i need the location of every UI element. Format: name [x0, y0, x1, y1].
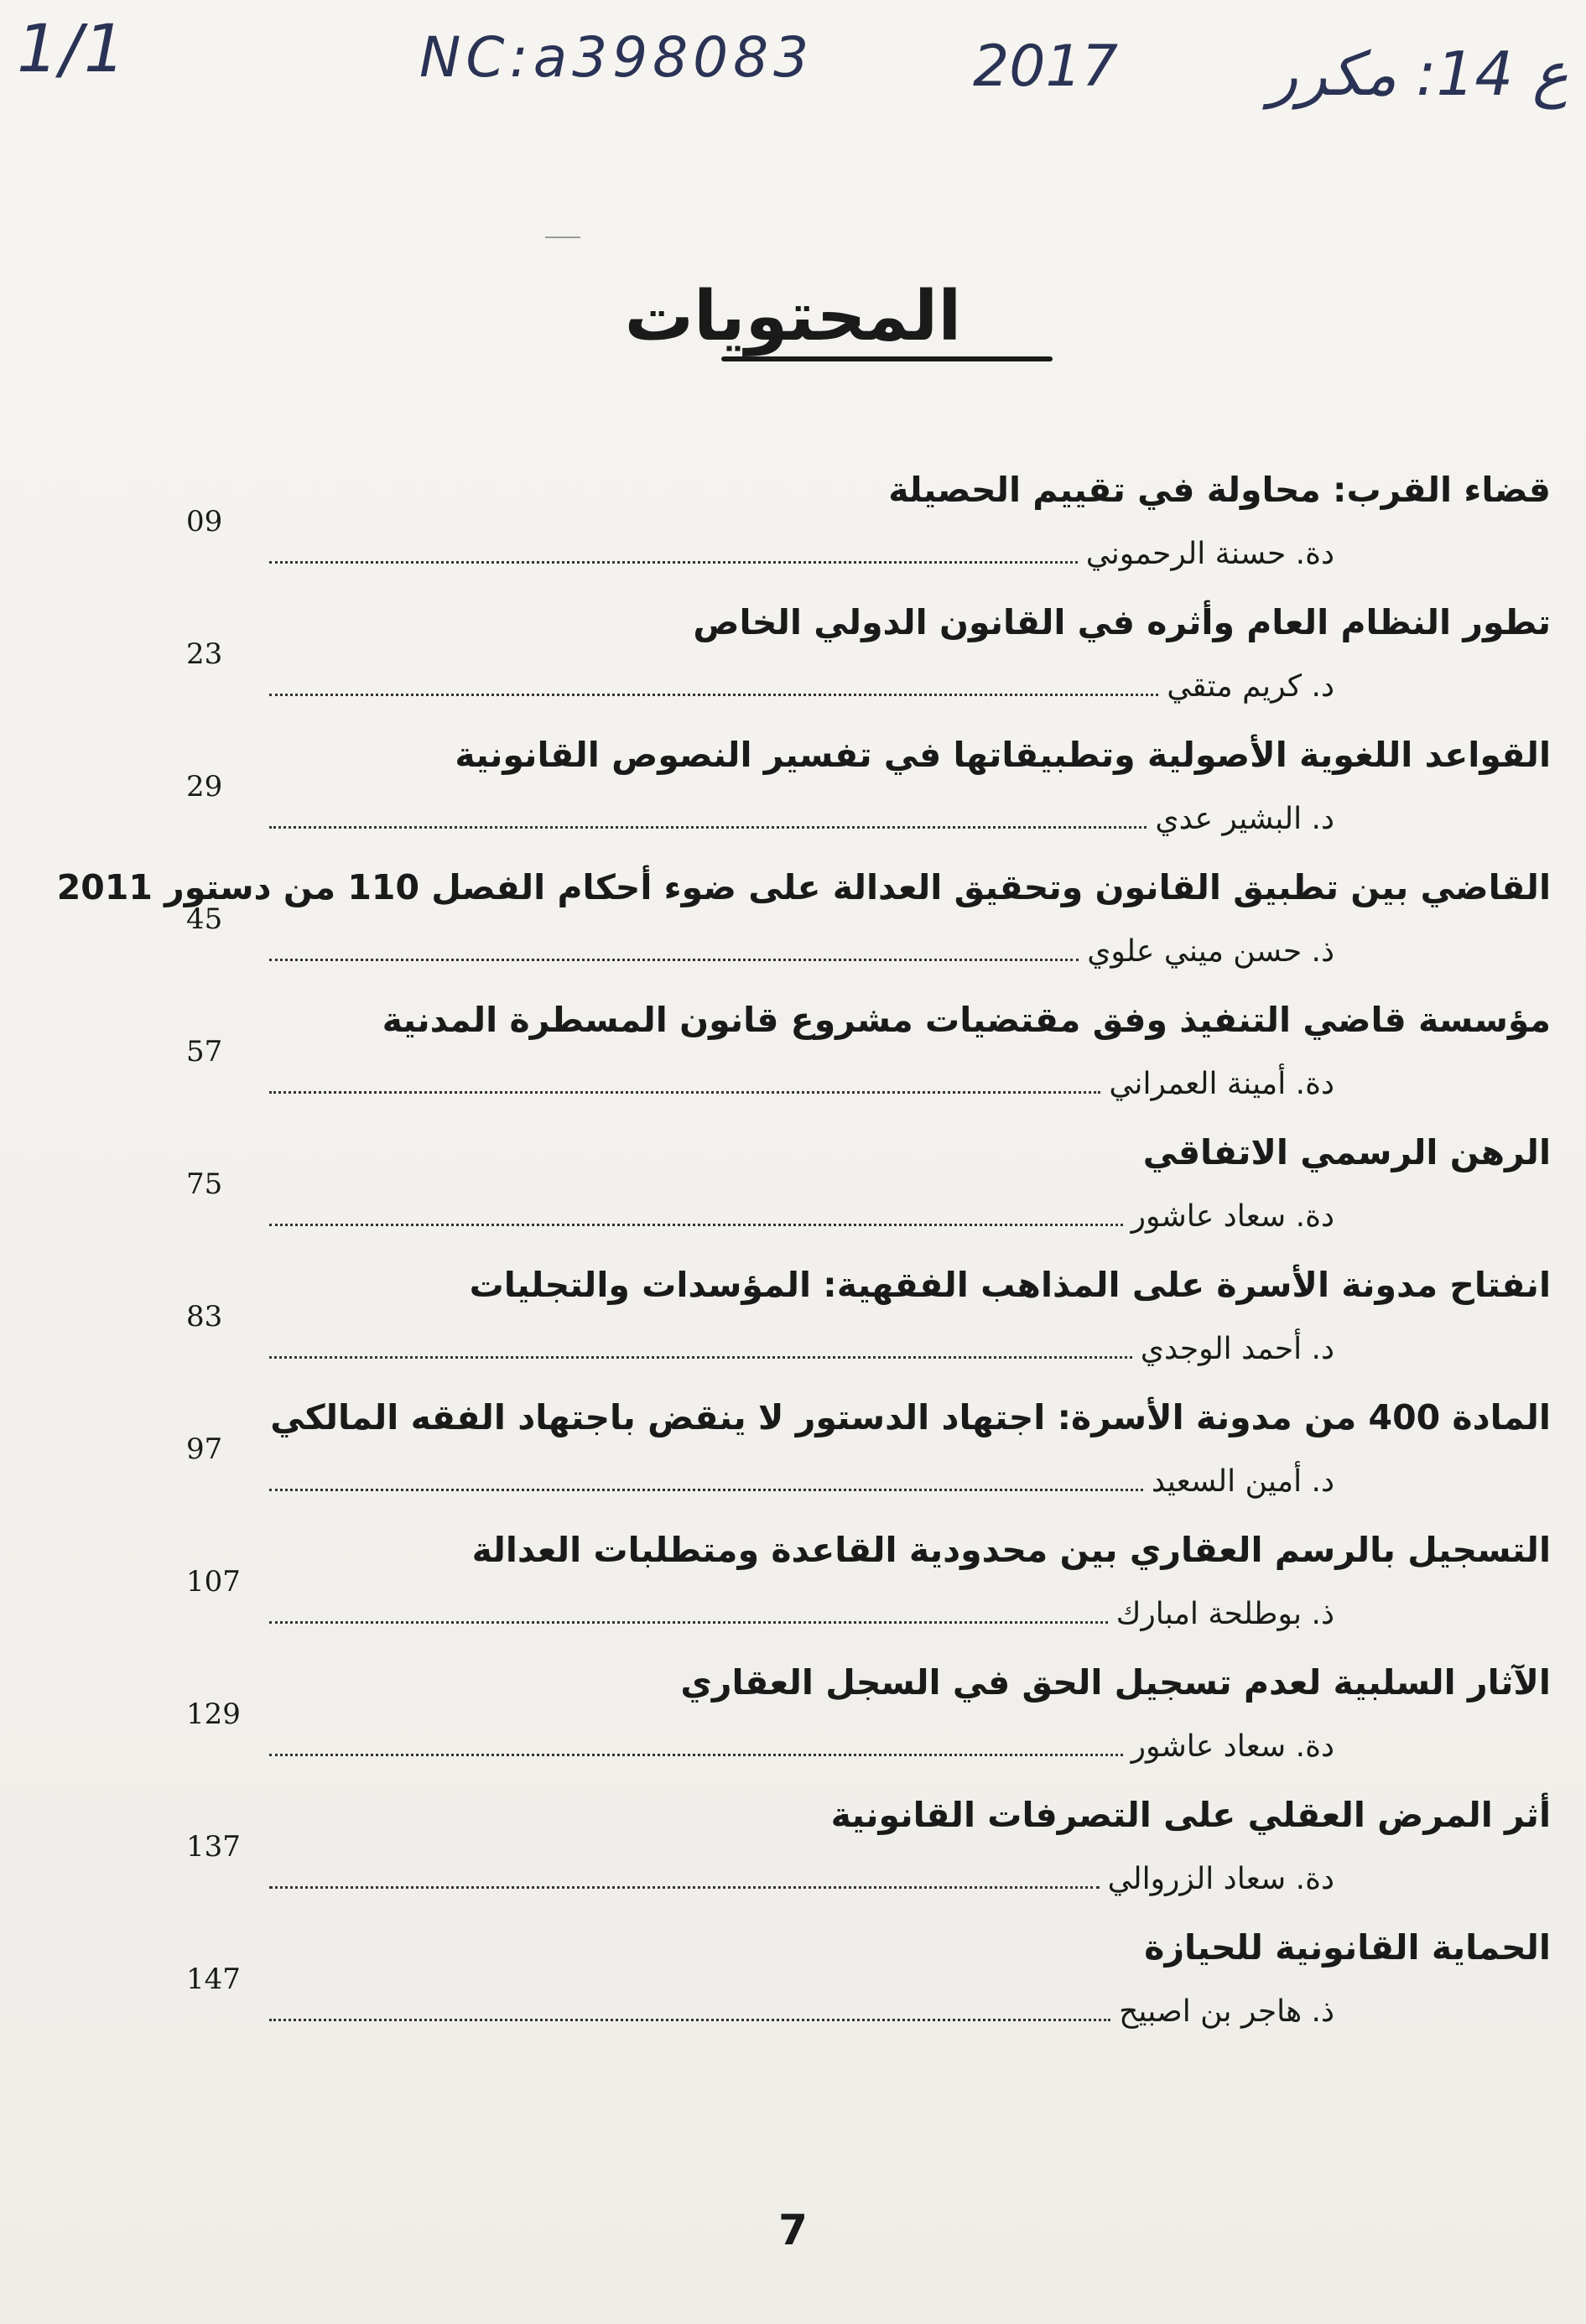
toc-entry-page: 57 — [186, 1035, 223, 1068]
toc-entry-page: 45 — [186, 902, 223, 936]
toc-entry-title: المادة 400 من مدونة الأسرة: اجتهاد الدستور لا ينقض باجتهاد الفقه المالكي — [270, 1397, 1551, 1438]
leader-dots — [269, 1356, 1132, 1359]
toc-entry-author-line — [269, 1729, 1334, 1765]
handwritten-note-left: 1/1 — [17, 12, 127, 87]
toc-entry-title: الآثار السلبية لعدم تسجيل الحق في السجل العقاري — [680, 1662, 1551, 1703]
toc-entry-author: ذ. بوطلحة امبارك — [1115, 1597, 1334, 1631]
toc-entry-author: د. أحمد الوجدي — [1140, 1332, 1334, 1366]
toc-entry-author-line — [269, 802, 1334, 837]
leader-dots — [269, 1886, 1100, 1889]
toc-entry-title: الرهن الرسمي الاتفاقي — [1142, 1132, 1551, 1172]
leader-dots — [269, 561, 1078, 564]
toc-entry-title: التسجيل بالرسم العقاري بين محدودية القاعدة ومتطلبات العدالة — [471, 1530, 1551, 1570]
toc-entry-page: 129 — [186, 1698, 241, 1731]
leader-dots — [269, 694, 1158, 696]
toc-entry-author: د. أمين السعيد — [1151, 1464, 1334, 1499]
leader-dots — [269, 1489, 1143, 1491]
toc-entry-title: مؤسسة قاضي التنفيذ وفق مقتضيات مشروع قانون المسطرة المدنية — [382, 1000, 1551, 1040]
toc-entry-page: 75 — [186, 1167, 223, 1201]
toc-entry-author-line — [269, 1067, 1334, 1102]
handwritten-note-right: ع 14: مكرر — [1268, 39, 1568, 109]
handwritten-call-number: NC:a398083 — [419, 25, 814, 90]
toc-entry-author-line — [269, 669, 1334, 704]
toc-entry-title: أثر المرض العقلي على التصرفات القانونية — [830, 1795, 1551, 1835]
toc-entry-page: 107 — [186, 1565, 241, 1599]
toc-entry-page: 97 — [186, 1432, 223, 1466]
toc-entry-author: ذ. حسن ميني علوي — [1087, 934, 1334, 969]
toc-entry-author: د. البشير عدي — [1155, 802, 1334, 836]
leader-dots — [269, 2019, 1110, 2021]
toc-entry-author: د. كريم متقي — [1167, 669, 1334, 704]
toc-entry-title: قضاء القرب: محاولة في تقييم الحصيلة — [888, 470, 1551, 510]
leader-dots — [269, 1621, 1108, 1624]
toc-entry-author-line — [269, 1597, 1334, 1632]
leader-dots — [269, 1754, 1123, 1756]
toc-entry-author: ذ. هاجر بن اصبيح — [1119, 1994, 1334, 2029]
leader-dots — [269, 959, 1079, 961]
toc-entry-page: 23 — [186, 637, 223, 671]
toc-entry-title: الحماية القانونية للحيازة — [1144, 1927, 1551, 1968]
toc-entry-page: 29 — [186, 770, 223, 803]
leader-dots — [269, 1224, 1123, 1226]
toc-entry-author: دة. سعاد عاشور — [1131, 1729, 1334, 1764]
toc-entry-title: انفتاح مدونة الأسرة على المذاهب الفقهية: المؤسدات والتجليات — [469, 1265, 1551, 1305]
toc-entry-title: تطور النظام العام وأثره في القانون الدولي الخاص — [693, 602, 1551, 642]
toc-entry-author: دة. أمينة العمراني — [1109, 1067, 1334, 1101]
handwritten-year: 2017 — [973, 34, 1119, 100]
toc-entry-author: دة. سعاد الزروالي — [1107, 1862, 1334, 1896]
leader-dots — [269, 826, 1147, 829]
toc-entry-author: دة. سعاد عاشور — [1131, 1199, 1334, 1234]
toc-entry-page: 09 — [186, 505, 223, 538]
toc-entry-page: 147 — [186, 1963, 241, 1996]
toc-entry-author-line — [269, 1199, 1334, 1235]
page-number: 7 — [778, 2206, 808, 2254]
toc-entry-page: 137 — [186, 1830, 241, 1864]
toc-entry-author-line — [269, 1464, 1334, 1500]
leader-dots — [269, 1091, 1100, 1094]
toc-entry-author-line — [269, 1862, 1334, 1897]
toc-entry-title: القواعد اللغوية الأصولية وتطبيقاتها في تفسير النصوص القانونية — [455, 735, 1551, 775]
toc-entry-page: 83 — [186, 1300, 223, 1334]
page-title: المحتويات — [624, 277, 962, 356]
toc-entry-title: القاضي بين تطبيق القانون وتحقيق العدالة على ضوء أحكام الفصل 110 من دستور 2011 — [56, 867, 1551, 907]
toc-entry-author-line — [269, 1332, 1334, 1367]
toc-entry-author-line — [269, 934, 1334, 970]
toc-entry-author: دة. حسنة الرحموني — [1085, 537, 1334, 571]
toc-entry-author-line — [269, 537, 1334, 572]
toc-entry-author-line — [269, 1994, 1334, 2030]
